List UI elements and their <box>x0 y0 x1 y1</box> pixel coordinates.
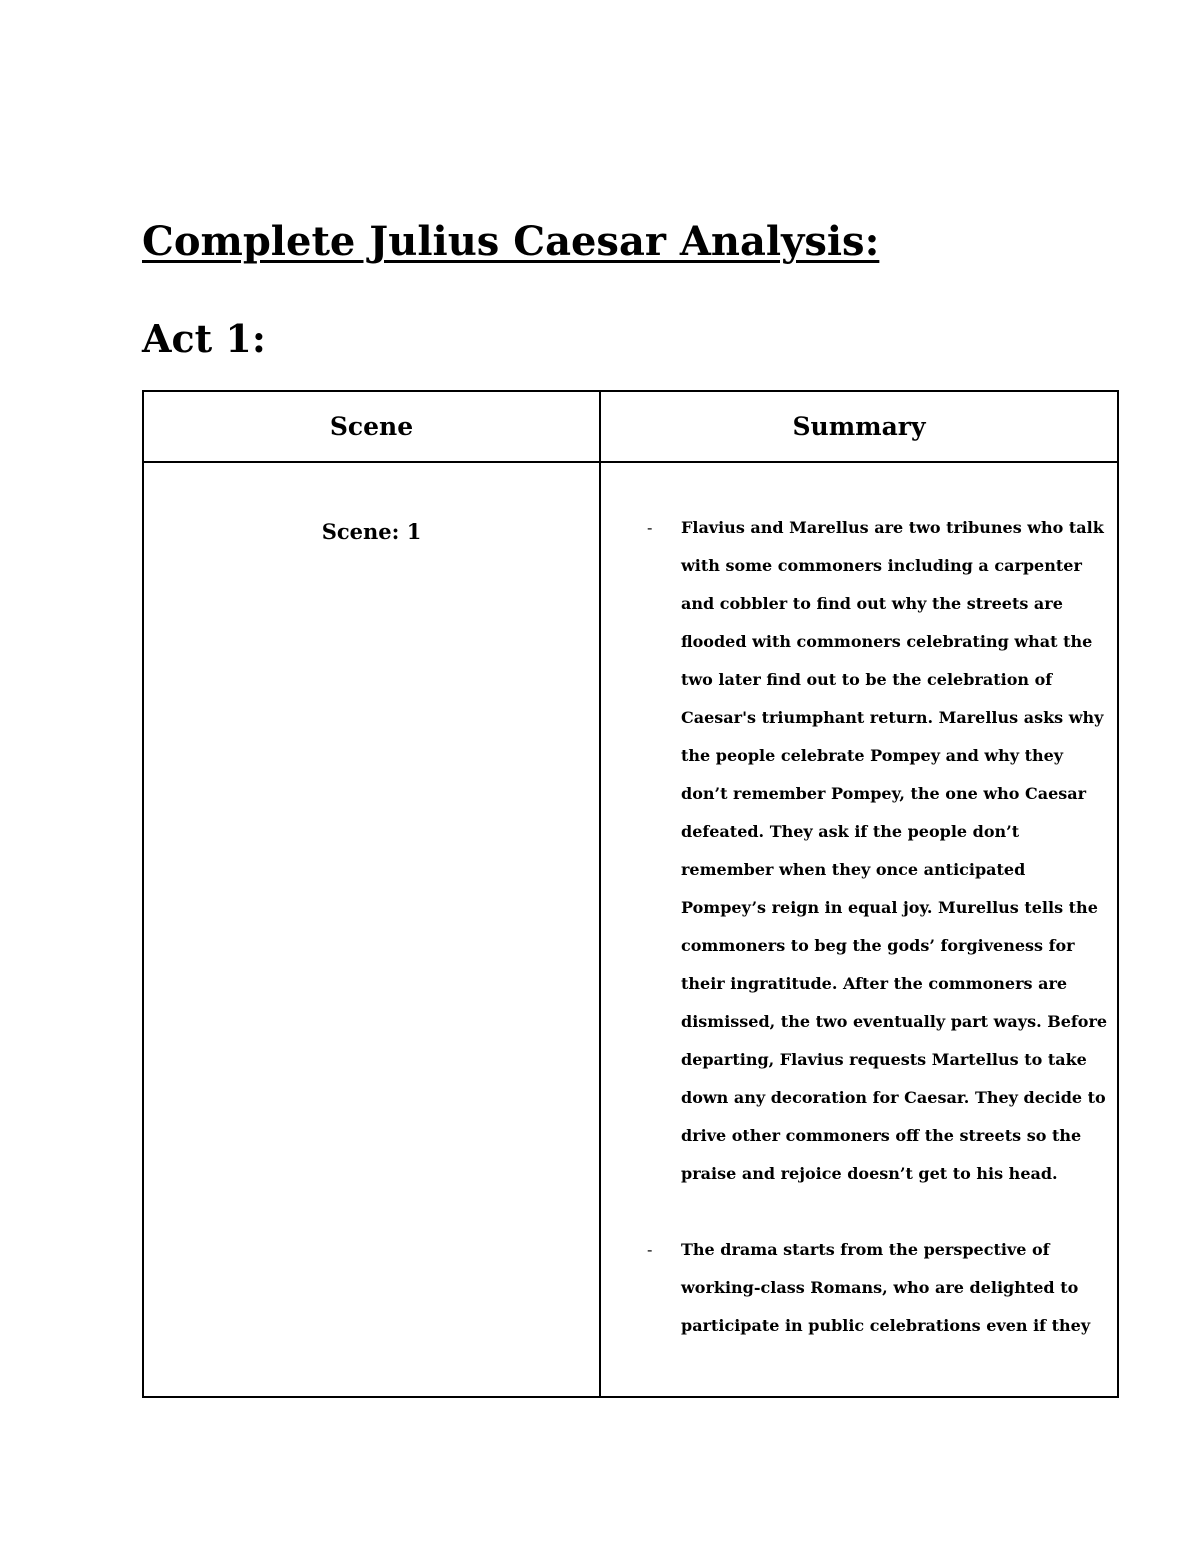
document-title: Complete Julius Caesar Analysis: <box>142 218 880 265</box>
table-header-row <box>143 391 1118 462</box>
table-header <box>143 391 1118 462</box>
scene-label: Scene: 1 <box>321 519 422 544</box>
table-body <box>143 462 1118 1397</box>
summary-point <box>647 1231 1111 1345</box>
summary-cell <box>600 462 1118 1397</box>
bullet-dash-icon: - <box>647 518 653 537</box>
act-heading: Act 1: <box>142 316 266 361</box>
column-header-scene: Scene <box>143 391 600 462</box>
summary-point <box>647 509 1111 1193</box>
summary-point-text: Flavius and Marellus are two tribunes who talk with some commoners including a carpenter and cobbler to find out why the streets are flooded with commoners celebrating what the two later find out to be the celebration of Caesar's triumphant return. Marellus asks why the people celebrate Pompey and why they don’t remember Pompey, the one who Caesar defeated. They ask if the people don’t remember when they once anticipated Pompey’s reign in equal joy. Murellus tells the commoners to beg the gods’ forgiveness for their ingratitude. After the commoners are dismissed, the two eventually part ways. Before departing, Flavius requests Martellus to take down any decoration for Caesar. They decide to drive other commoners off the streets so the praise and rejoice doesn’t get to his head. <box>681 518 1108 1183</box>
scene-cell <box>143 462 600 1397</box>
summary-point-text: The drama starts from the perspective of working-class Romans, who are delighted to participate in public celebrations even if they <box>681 1240 1091 1335</box>
table-row <box>143 462 1118 1397</box>
bullet-dash-icon: - <box>647 1240 653 1259</box>
column-header-summary: Summary <box>600 391 1118 462</box>
scene-summary-table <box>142 390 1119 1398</box>
summary-list <box>601 509 1117 1345</box>
